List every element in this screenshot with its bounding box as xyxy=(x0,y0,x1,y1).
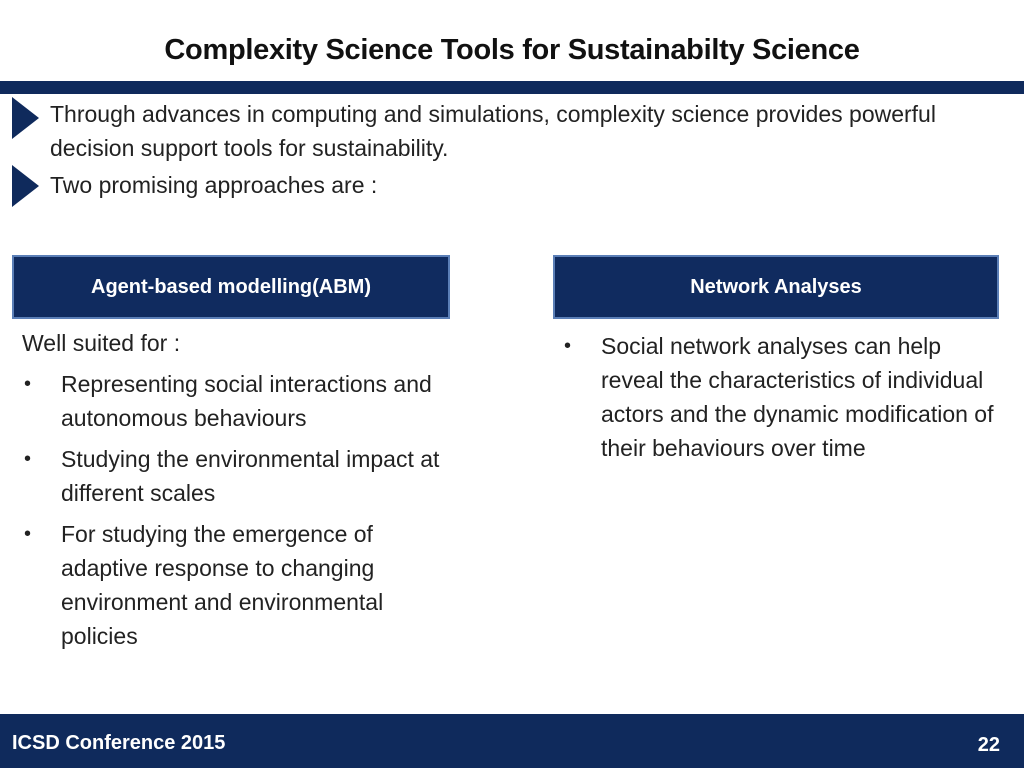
bullet-icon: • xyxy=(24,373,32,395)
network-header-label: Network Analyses xyxy=(690,275,862,298)
abm-bullet-list xyxy=(22,367,462,653)
arrow-bullet-icon xyxy=(12,97,39,139)
bullet-icon: • xyxy=(564,335,572,357)
arrow-bullet-icon xyxy=(12,165,39,207)
network-bullet-list xyxy=(562,329,1002,465)
bullet-icon: • xyxy=(24,523,32,545)
abm-header-label: Agent-based modelling(ABM) xyxy=(91,275,371,298)
list-item xyxy=(22,442,462,510)
abm-content xyxy=(22,326,462,660)
intro-text: Two promising approaches are : xyxy=(50,172,378,198)
abm-header-box xyxy=(12,255,450,319)
list-item xyxy=(562,329,1002,465)
bullet-icon: • xyxy=(24,448,32,470)
intro-text: Through advances in computing and simulations, complexity science provides powerful decision support tools for sustainability. xyxy=(50,101,936,161)
list-item xyxy=(22,367,462,435)
abm-lead: Well suited for : xyxy=(22,330,181,356)
abm-bullet-text: Representing social interactions and autonomous behaviours xyxy=(61,371,432,431)
abm-bullet-text: Studying the environmental impact at different scales xyxy=(61,446,440,506)
title-rule xyxy=(0,81,1024,94)
network-content xyxy=(562,329,1002,472)
abm-bullet-text: For studying the emergence of adaptive response to changing environment and environmental policies xyxy=(61,521,384,649)
page-number: 22 xyxy=(977,734,1000,756)
network-header-box xyxy=(553,255,999,319)
network-bullet-text: Social network analyses can help reveal the characteristics of individual actors and the dynamic modification of their behaviours over time xyxy=(601,333,994,461)
slide-title: Complexity Science Tools for Sustainabilty Science xyxy=(164,34,860,66)
list-item xyxy=(22,517,462,653)
conference-label: ICSD Conference 2015 xyxy=(12,732,226,754)
footer-bar xyxy=(0,714,1024,768)
